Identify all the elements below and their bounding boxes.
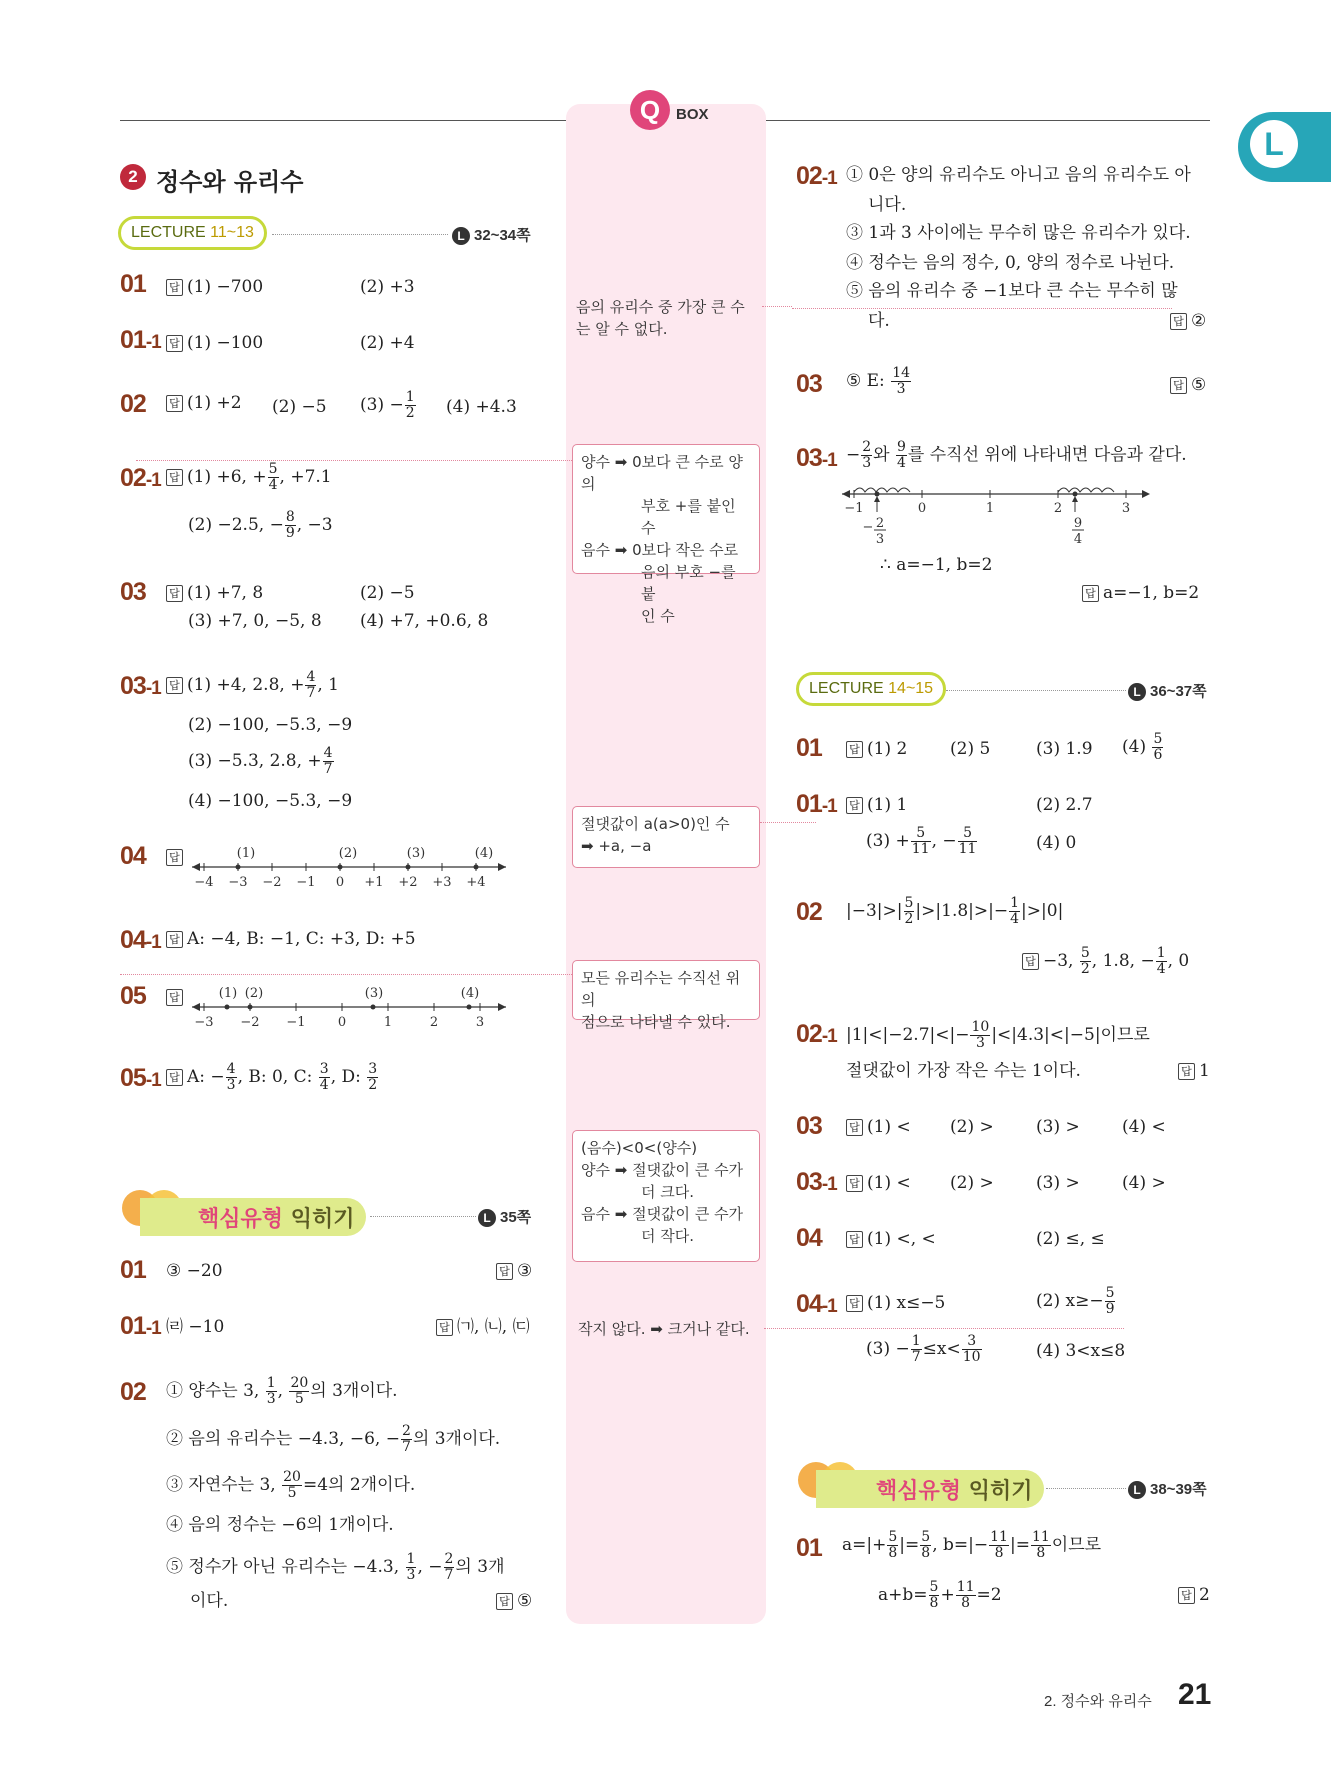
nl-label: (2) — [244, 986, 264, 1001]
nl-tick: −1 — [296, 875, 316, 890]
nl-tick: 3 — [475, 1015, 485, 1030]
practice-page-2: L 38~39쪽 — [1128, 1478, 1207, 1499]
lecture-dotline-1 — [272, 234, 448, 235]
nl-label: (1) — [218, 986, 238, 1001]
qbox-note-1: 음의 유리수 중 가장 큰 수는 알 수 없다. — [576, 298, 745, 338]
qbox-logo: Q — [630, 90, 670, 130]
r-q04-1: 04-1 — [796, 1290, 837, 1318]
r-q03: 03 — [796, 370, 822, 398]
practice-page-1: L 35쪽 — [478, 1206, 531, 1227]
nl-tick: +1 — [364, 875, 384, 890]
lecture-badge-2: LECTURE 14~15 — [796, 672, 946, 706]
r-q02-1: 02-1 — [796, 162, 837, 190]
nl-label: (4) — [474, 846, 494, 861]
nl-tick: 2 — [1053, 501, 1063, 516]
page-number: 21 — [1178, 1678, 1212, 1711]
r-q03b: 03 — [796, 1112, 822, 1140]
nl-tick: 0 — [337, 1015, 347, 1030]
nl-label: (3) — [364, 986, 384, 1001]
q05: 05 — [120, 982, 146, 1010]
q04: 04 — [120, 842, 146, 870]
nl-tick: −1 — [844, 501, 864, 516]
qbox-note-3: 절댓값이 a(a>0)인 수 ➡ +a, −a — [572, 806, 760, 868]
footer-chapter: 2. 정수와 유리수 — [1044, 1693, 1152, 1710]
nl-tick: −2 — [262, 875, 282, 890]
top-rule-left — [120, 120, 566, 121]
qbox-note-2: 양수 ➡ 0보다 큰 수로 양의 부호 +를 붙인 수 음수 ➡ 0보다 작은 수로 음의 부호 −를 붙 인 수 — [572, 444, 760, 574]
q03-1: 03-1 — [120, 672, 161, 700]
nl-tick: 0 — [335, 875, 345, 890]
r-k01: 01 — [796, 1534, 822, 1562]
nl-tick: +4 — [466, 875, 486, 890]
practice-title-2: 핵심유형 익히기 — [876, 1479, 1033, 1504]
nl-tick: 1 — [985, 501, 995, 516]
lecture-badge-1: LECTURE 11~13 — [118, 216, 267, 250]
top-rule-right — [766, 120, 1210, 121]
nl-frac-den: 3 — [875, 532, 885, 547]
practice-title-1: 핵심유형 익히기 — [198, 1207, 355, 1232]
nl-tick: −3 — [194, 1015, 214, 1030]
k02: 02 — [120, 1378, 146, 1406]
q01: 01 — [120, 270, 146, 298]
practice-dotline-2 — [1046, 1488, 1126, 1489]
number-line-r-q03-1 — [840, 482, 1160, 552]
nl-label: (1) — [236, 846, 256, 861]
nl-tick: 2 — [429, 1015, 439, 1030]
nl-tick: −4 — [194, 875, 214, 890]
nl-tick: +2 — [398, 875, 418, 890]
q01-1: 01-1 — [120, 326, 161, 354]
nl-tick: 3 — [1121, 501, 1131, 516]
k01: 01 — [120, 1256, 146, 1284]
nl-tick: +3 — [432, 875, 452, 890]
number-line-q04 — [190, 842, 510, 890]
nl-frac-den: 4 — [1073, 532, 1083, 547]
nl-frac-minus: − — [862, 520, 874, 535]
section-number: 2 — [120, 164, 146, 190]
qbox-note-5: (음수)<0<(양수) 양수 ➡ 절댓값이 큰 수가 더 크다. 음수 ➡ 절댓값이 큰 수가 더 작다. — [572, 1130, 760, 1262]
nl-tick: 0 — [917, 501, 927, 516]
r-q03-1b: 03-1 — [796, 1168, 837, 1196]
number-line-q05 — [190, 982, 510, 1030]
lecture-page-1: L 32~34쪽 — [452, 224, 531, 245]
r-q01-1: 01-1 — [796, 790, 837, 818]
nl-frac-num: 2 — [875, 516, 885, 531]
r-q04: 04 — [796, 1224, 822, 1252]
r-q02-1b: 02-1 — [796, 1020, 837, 1048]
qbox-label: BOX — [676, 106, 709, 123]
qbox-note-6: 작지 않다. ➡ 크거나 같다. — [578, 1320, 750, 1338]
nl-frac-num: 9 — [1073, 516, 1083, 531]
q05-1: 05-1 — [120, 1064, 161, 1092]
practice-dotline-1 — [370, 1216, 476, 1217]
q02-1: 02-1 — [120, 464, 161, 492]
nl-label: (3) — [406, 846, 426, 861]
corner-badge: L — [1250, 120, 1298, 168]
nl-tick: 1 — [383, 1015, 393, 1030]
nl-label: (4) — [460, 986, 480, 1001]
r-q01: 01 — [796, 734, 822, 762]
q02: 02 — [120, 390, 146, 418]
lecture-page-2: L 36~37쪽 — [1128, 680, 1207, 701]
nl-tick: −2 — [240, 1015, 260, 1030]
nl-label: (2) — [338, 846, 358, 861]
r-q02: 02 — [796, 898, 822, 926]
answer-mark: 답 — [166, 279, 183, 296]
section-title: 정수와 유리수 — [156, 168, 304, 196]
qbox-note-4: 모든 유리수는 수직선 위의 점으로 나타낼 수 있다. — [572, 960, 760, 1020]
lecture-dotline-2 — [946, 690, 1126, 691]
q03: 03 — [120, 578, 146, 606]
q04-1: 04-1 — [120, 926, 161, 954]
k01-1: 01-1 — [120, 1312, 161, 1340]
r-q03-1: 03-1 — [796, 444, 837, 472]
nl-tick: −3 — [228, 875, 248, 890]
nl-tick: −1 — [286, 1015, 306, 1030]
